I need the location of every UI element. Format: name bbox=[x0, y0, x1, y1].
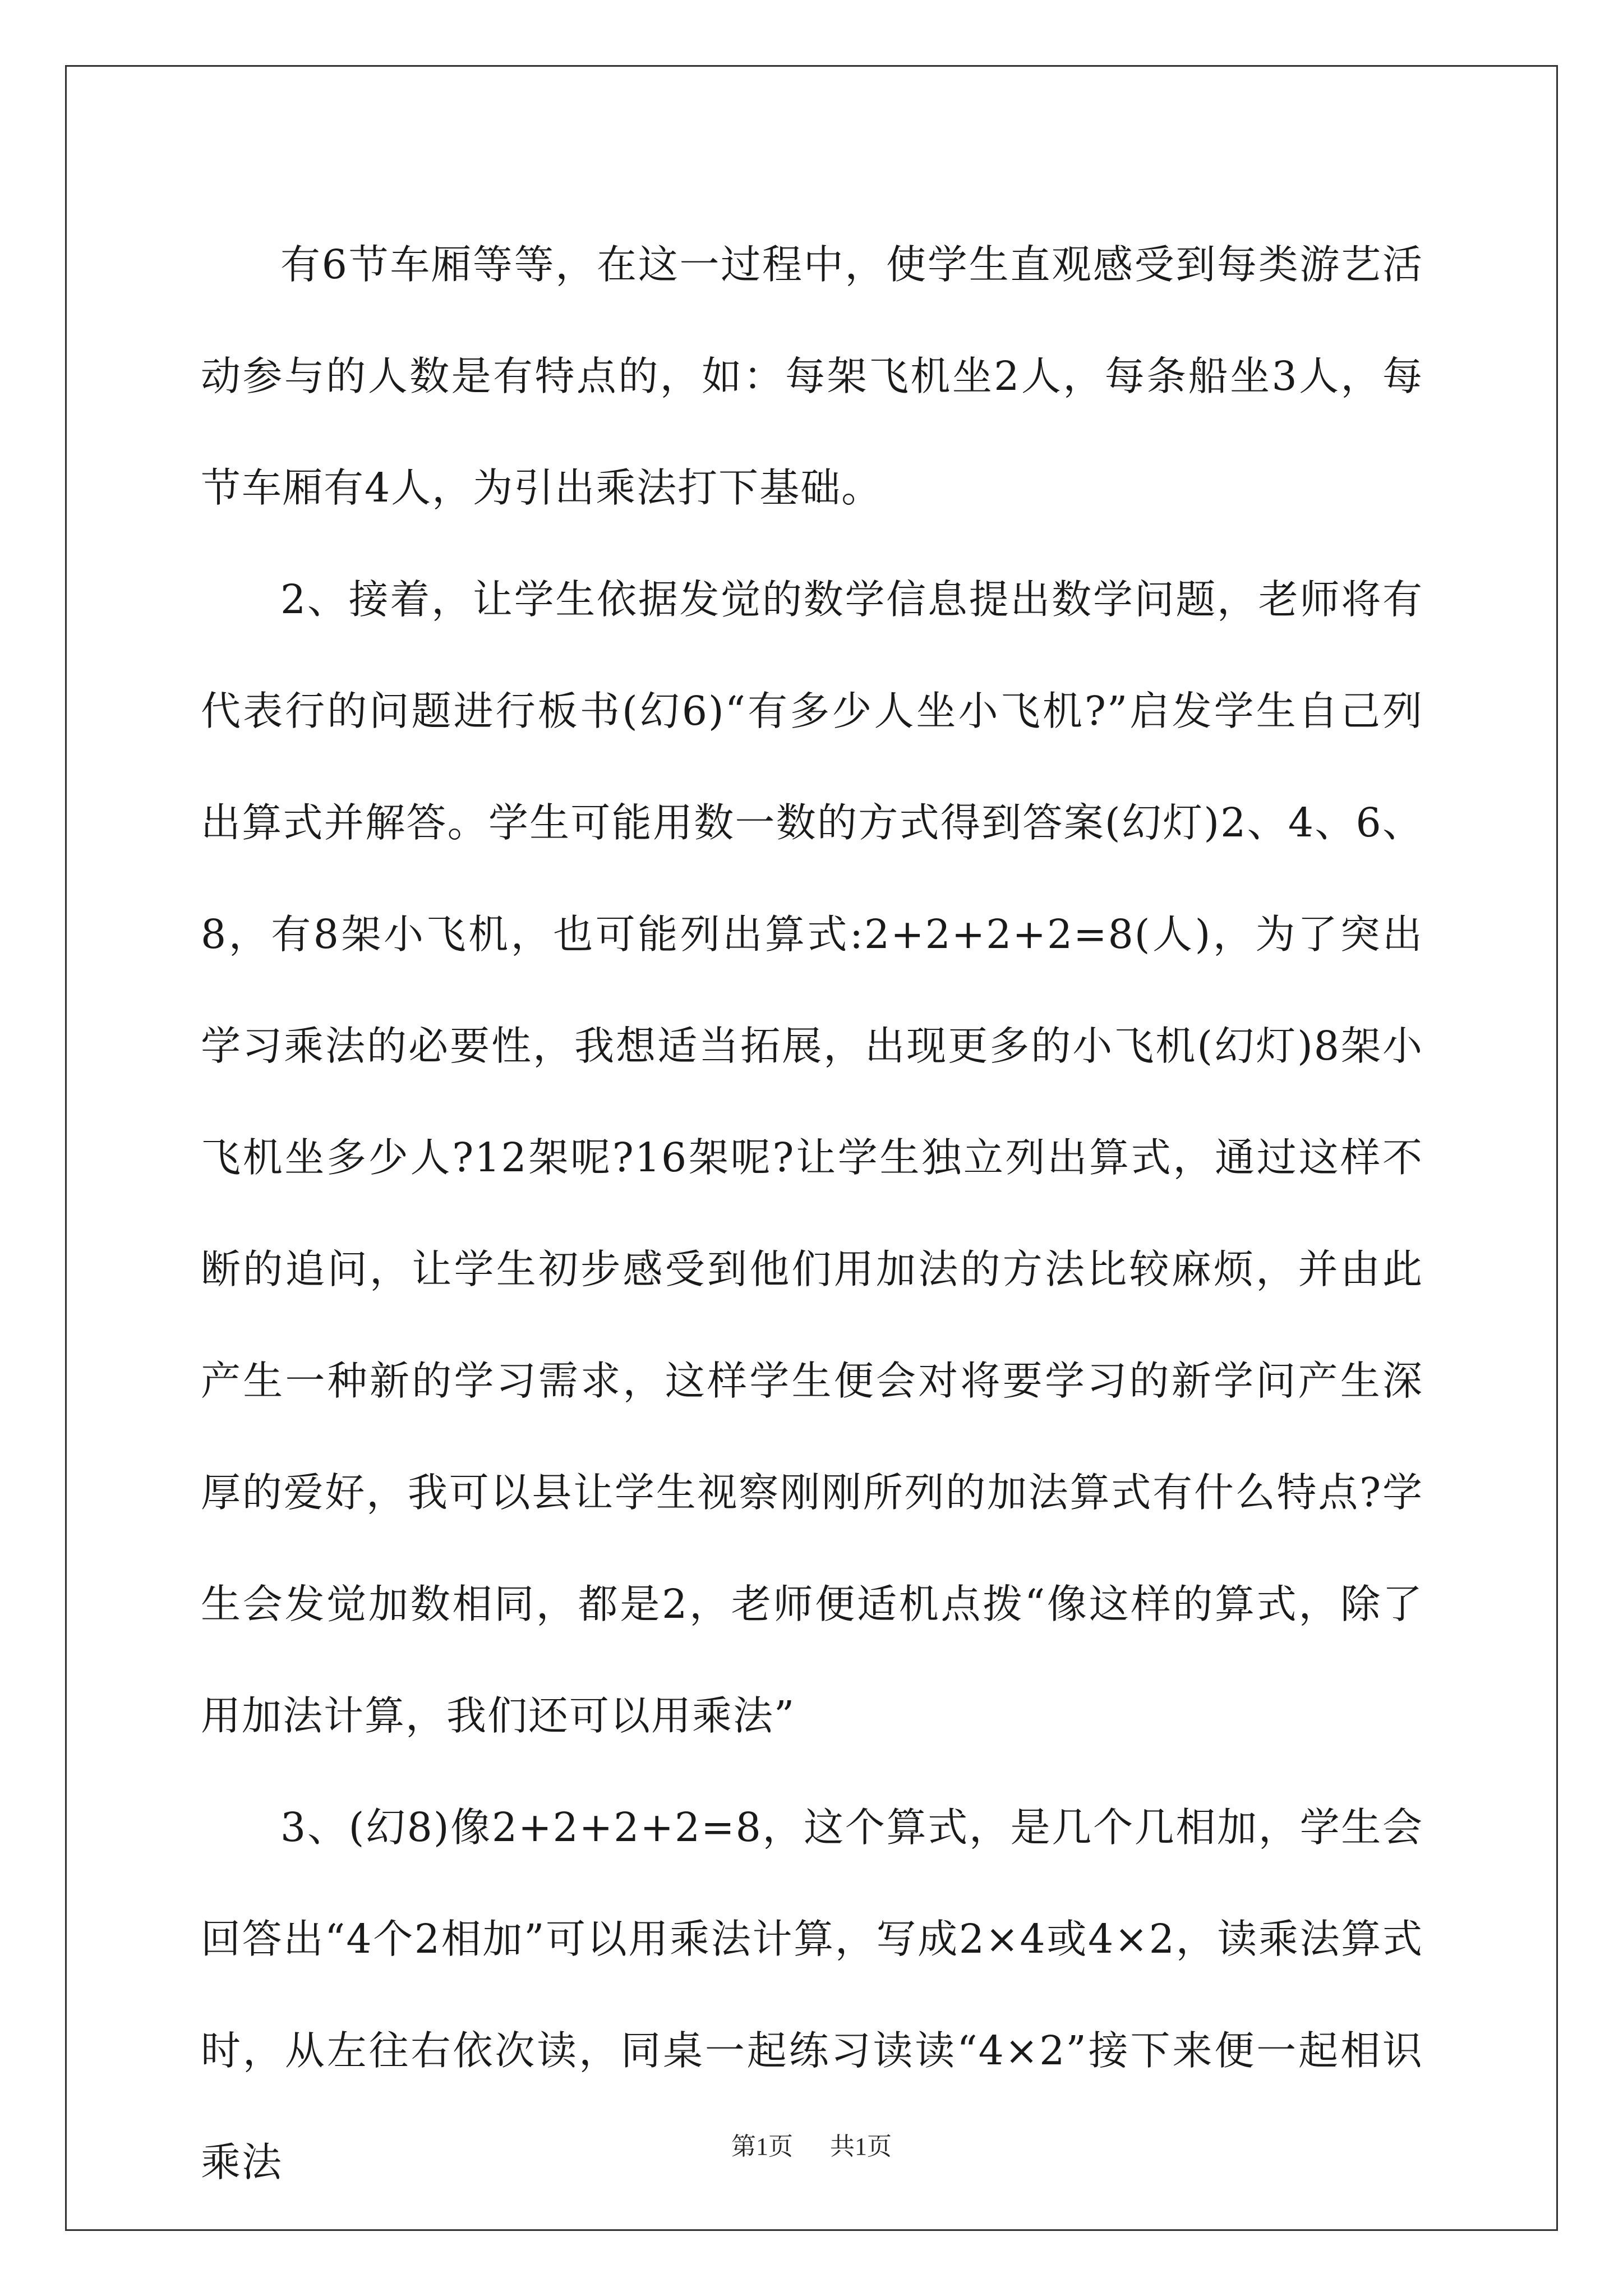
document-body bbox=[201, 209, 1423, 2218]
paragraph-3: 3、(幻8)像2+2+2+2=8，这个算式，是几个几相加，学生会回答出“4个2相加”可以用乘法计算，写成2×4或4×2，读乘法算式时，从左往右依次读，同桌一起练习读读“4×2”接下来便一起相识乘法 bbox=[201, 1804, 1423, 2185]
paragraph-2: 2、接着，让学生依据发觉的数学信息提出数学问题，老师将有代表行的问题进行板书(幻6)“有多少人坐小飞机?”启发学生自己列出算式并解答。学生可能用数一数的方式得到答案(幻灯)2、4、6、8，有8架小飞机，也可能列出算式:2+2+2+2=8(人)，为了突出学习乘法的必要性，我想适当拓展，出现更多的小飞机(幻灯)8架小飞机坐多少人?12架呢?16架呢?让学生独立列出算式，通过这样不断的追问，让学生初步感受到他们用加法的方法比较麻烦，并由此产生一种新的学习需求，这样学生便会对将要学习的新学问产生深厚的爱好，我可以县让学生视察刚刚所列的加法算式有什么特点?学生会发觉加数相同，都是2，老师便适机点拨“像这样的算式，除了用加法计算，我们还可以用乘法” bbox=[201, 576, 1423, 1739]
page-number: 第1页 bbox=[731, 2133, 793, 2160]
page-footer bbox=[0, 2126, 1623, 2162]
paragraph-1: 有6节车厢等等，在这一过程中，使学生直观感受到每类游艺活动参与的人数是有特点的，如：每架飞机坐2人，每条船坐3人，每节车厢有4人，为引出乘法打下基础。 bbox=[201, 241, 1423, 511]
page-total: 共1页 bbox=[830, 2133, 892, 2160]
